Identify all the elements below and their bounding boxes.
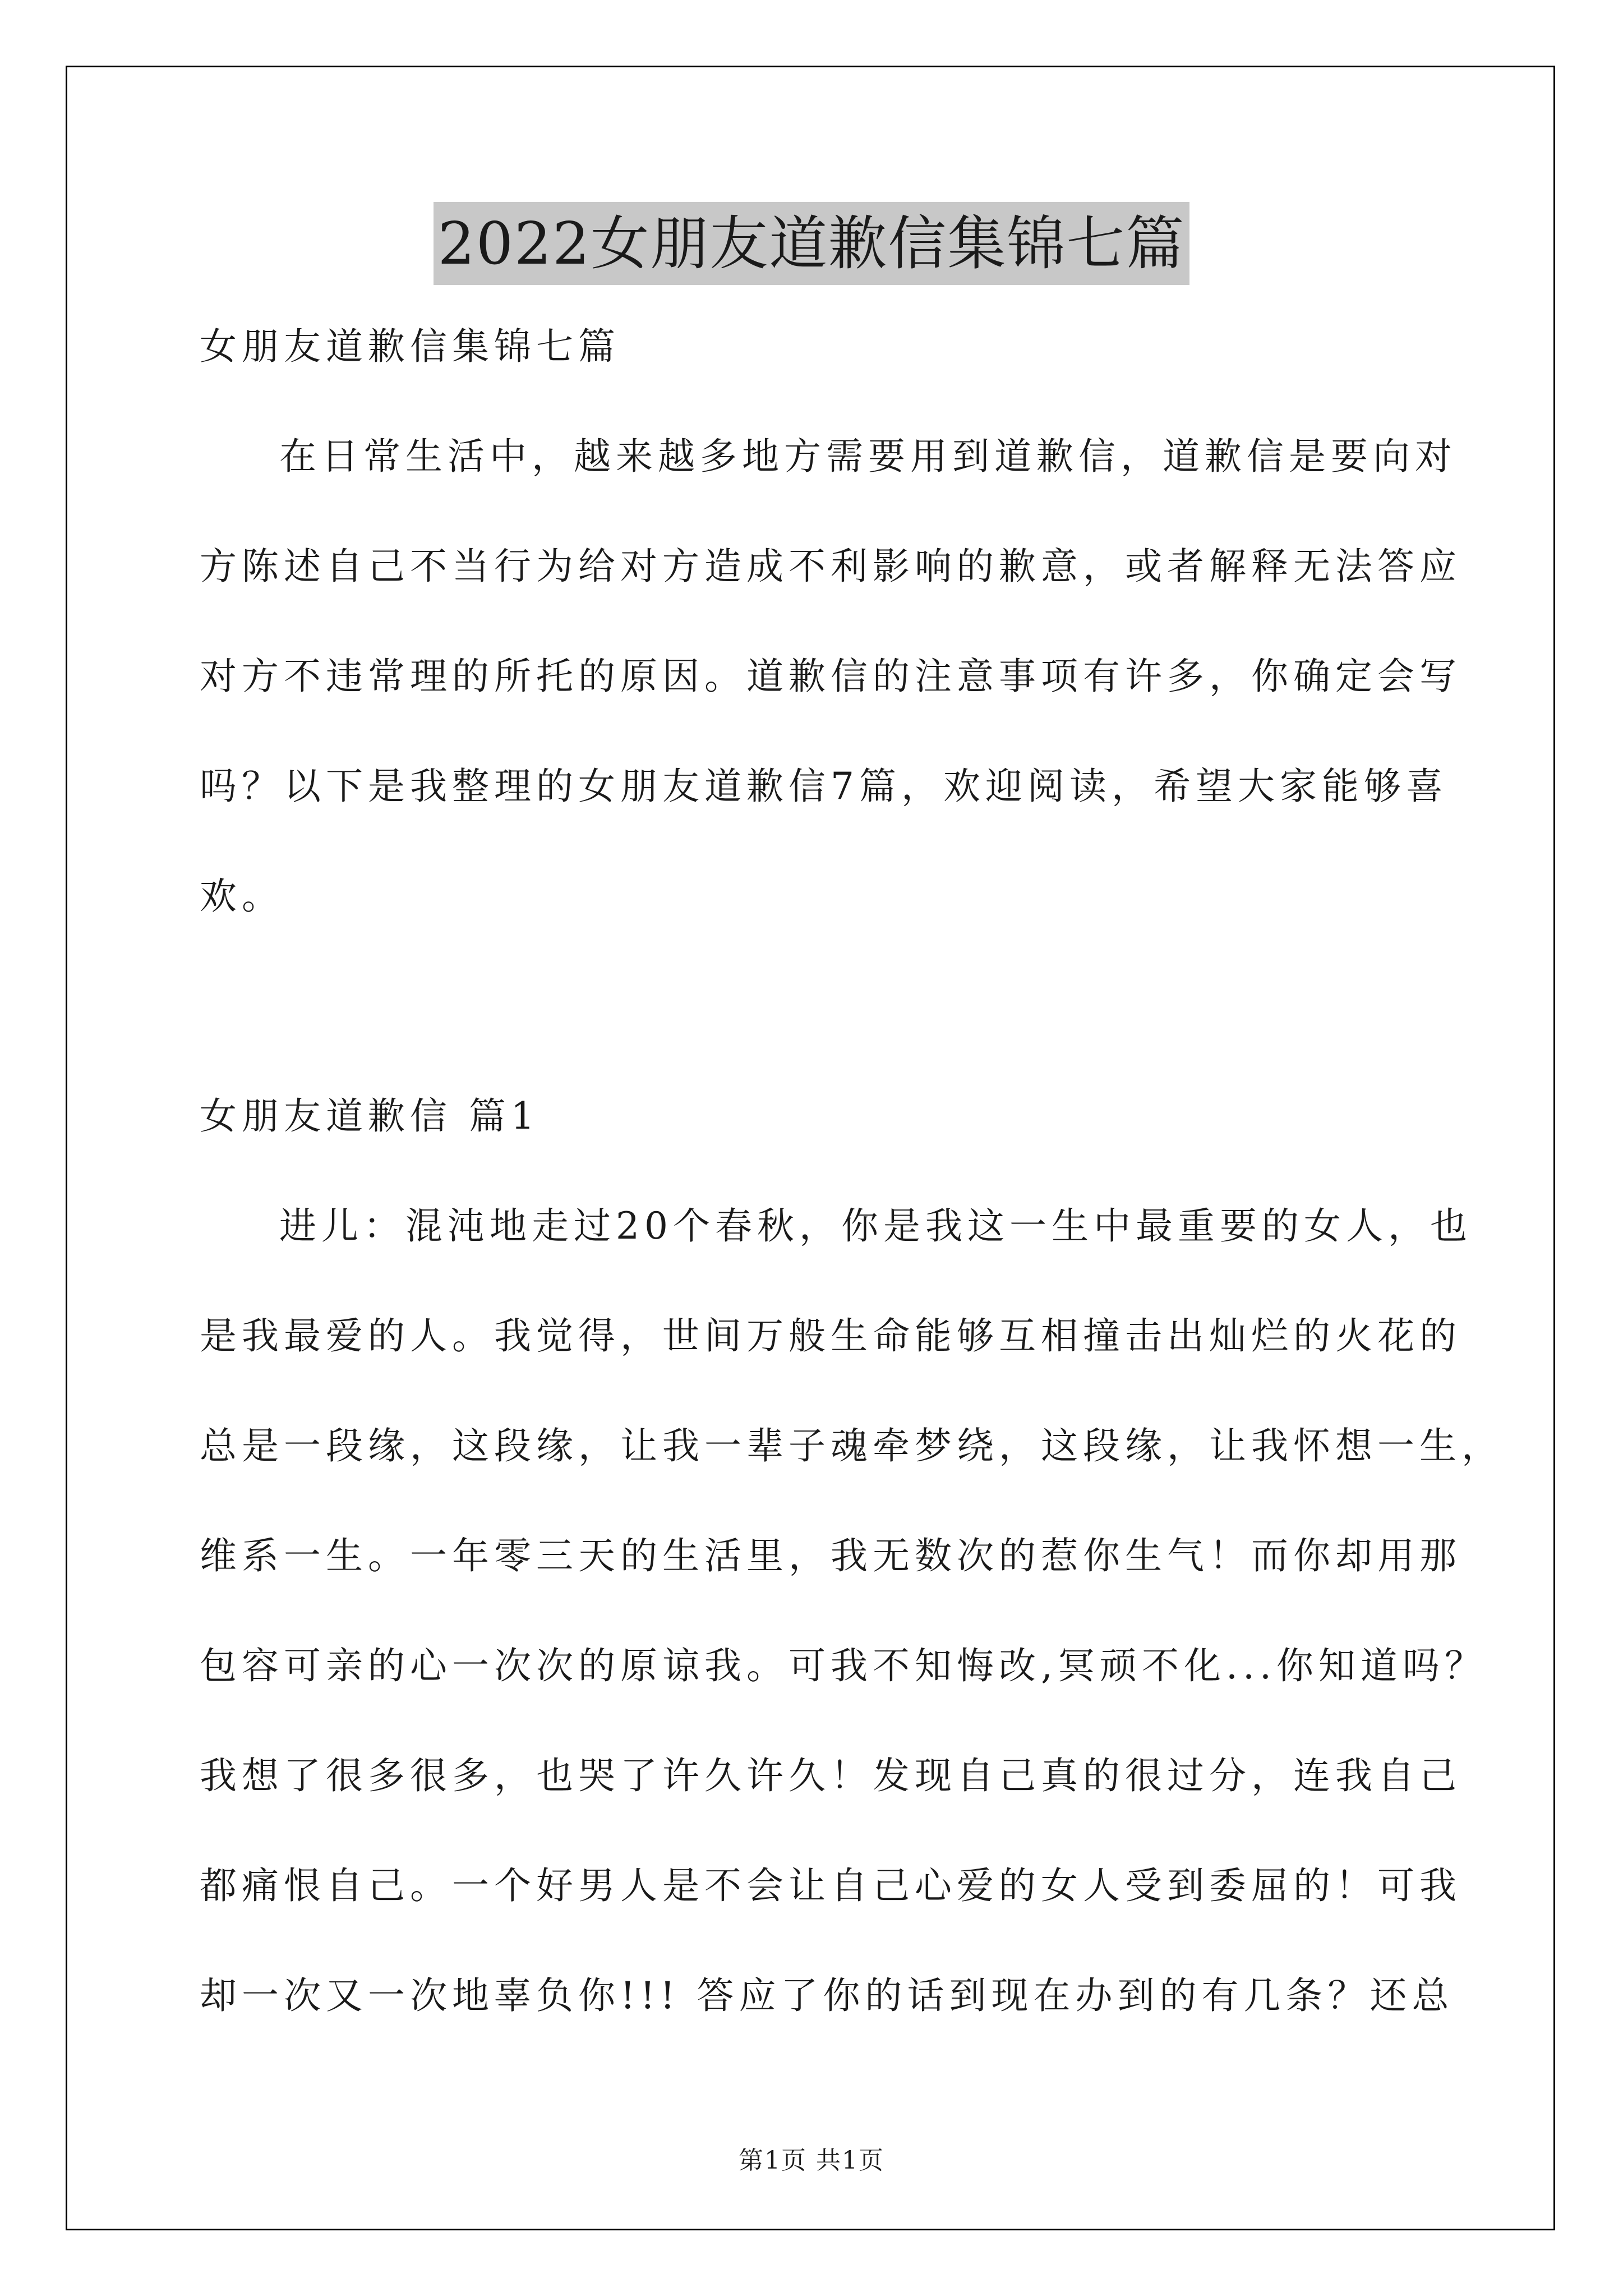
subtitle-line: 女朋友道歉信集锦七篇 [200,325,620,368]
title-container [0,202,1623,285]
paragraph-line: 包容可亲的心一次次的原谅我。可我不知悔改,冥顽不化...你知道吗？ [200,1644,1487,1687]
paragraph-line: 却一次又一次地辜负你!!! 答应了你的话到现在办到的有几条？还总 [200,1974,1454,2017]
document-body [200,292,1504,2051]
paragraph-line: 都痛恨自己。一个好男人是不会让自己心爱的女人受到委屈的！可我 [200,1864,1461,1907]
page-footer: 第1页 共1页 [739,2146,884,2175]
blank-line [200,951,1428,1061]
paragraph-line: 我想了很多很多，也哭了许久许久！发现自己真的很过分，连我自己 [200,1754,1461,1797]
paragraph-line: 欢。 [200,875,284,918]
paragraph-line: 维系一生。一年零三天的生活里，我无数次的惹你生气！而你却用那 [200,1534,1461,1577]
paragraph-line: 进儿：混沌地走过20个春秋，你是我这一生中最重要的女人，也 [279,1204,1472,1248]
paragraph-line: 是我最爱的人。我觉得，世间万般生命能够互相撞击出灿烂的火花的 [200,1314,1461,1358]
section-heading: 女朋友道歉信 篇1 [200,1094,540,1138]
paragraph-line: 对方不违常理的所托的原因。道歉信的注意事项有许多，你确定会写 [200,655,1461,698]
paragraph-line: 在日常生活中，越来越多地方需要用到道歉信，道歉信是要向对 [279,435,1457,478]
paragraph-line: 吗？以下是我整理的女朋友道歉信7篇，欢迎阅读，希望大家能够喜 [200,765,1448,808]
document-title: 2022女朋友道歉信集锦七篇 [434,202,1190,285]
paragraph-line: 总是一段缘，这段缘，让我一辈子魂牵梦绕，这段缘，让我怀想一生， [200,1424,1504,1467]
paragraph-line: 方陈述自己不当行为给对方造成不利影响的歉意，或者解释无法答应 [200,545,1461,588]
